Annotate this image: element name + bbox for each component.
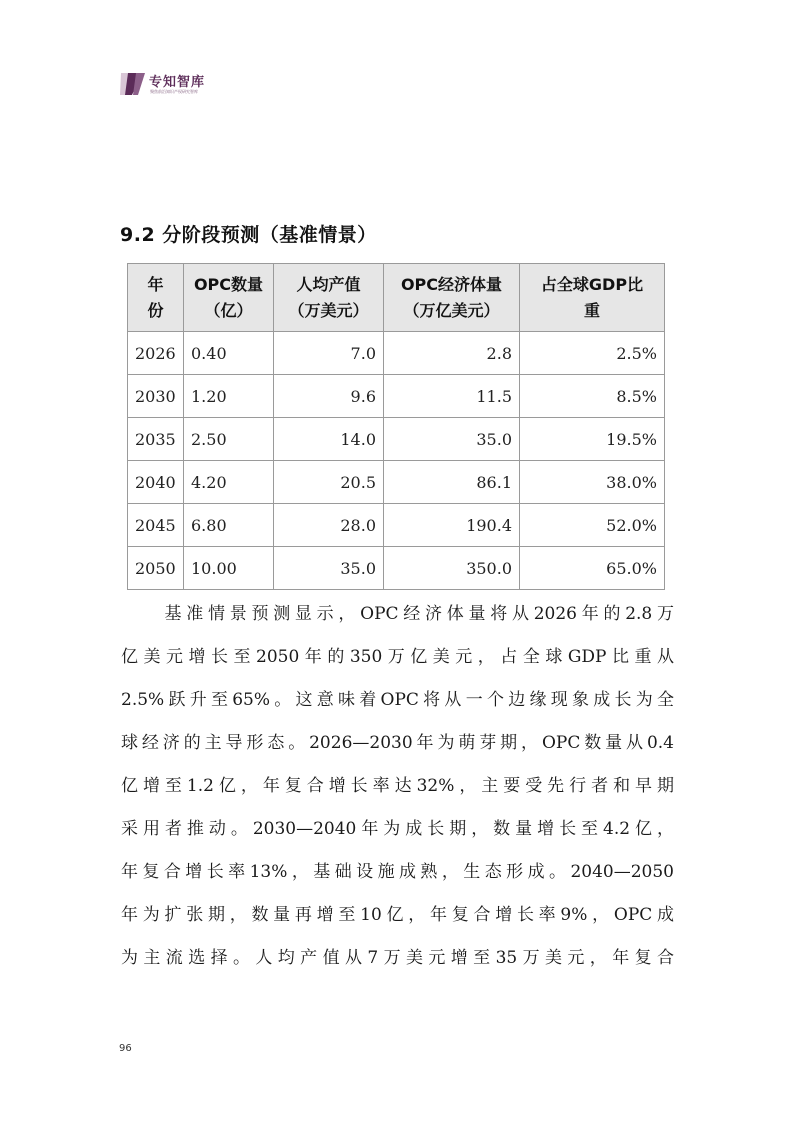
cell-per-capita: 35.0 (274, 547, 384, 590)
cell-gdp-share: 19.5% (520, 418, 665, 461)
cell-per-capita: 7.0 (274, 332, 384, 375)
table-row (128, 547, 665, 590)
section-title: 9.2 分阶段预测（基准情景） (120, 224, 377, 246)
paragraph-line: 年复合增长率13%，基础设施成熟，生态形成。2040—2050 (121, 862, 674, 882)
table-row (128, 332, 665, 375)
forecast-table (127, 263, 665, 590)
cell-per-capita: 20.5 (274, 461, 384, 504)
cell-economy: 2.8 (384, 332, 520, 375)
table-row (128, 375, 665, 418)
cell-opc-count: 6.80 (184, 504, 274, 547)
table-row (128, 504, 665, 547)
table-header-row (128, 264, 665, 332)
table-row (128, 418, 665, 461)
cell-gdp-share: 65.0% (520, 547, 665, 590)
paragraph-line: 亿美元增长至2050年的350万亿美元，占全球GDP比重从 (121, 647, 674, 667)
cell-economy: 35.0 (384, 418, 520, 461)
cell-gdp-share: 52.0% (520, 504, 665, 547)
cell-opc-count: 0.40 (184, 332, 274, 375)
column-header-opc-count: OPC数量 （亿） (184, 264, 274, 332)
column-header-year: 年 份 (128, 264, 184, 332)
cell-economy: 350.0 (384, 547, 520, 590)
cell-year: 2050 (128, 547, 184, 590)
cell-year: 2045 (128, 504, 184, 547)
zl-monogram-logo-icon (120, 72, 146, 96)
cell-year: 2030 (128, 375, 184, 418)
column-header-economy: OPC经济体量 （万亿美元） (384, 264, 520, 332)
table-row (128, 461, 665, 504)
body-paragraph (121, 593, 674, 980)
paragraph-line: 年为扩张期，数量再增至10亿，年复合增长率9%，OPC成 (121, 905, 674, 925)
cell-gdp-share: 38.0% (520, 461, 665, 504)
paragraph-line: 2.5%跃升至65%。这意味着OPC将从一个边缘现象成长为全 (121, 690, 674, 710)
paragraph-line: 球经济的主导形态。2026—2030年为萌芽期，OPC数量从0.4 (121, 733, 674, 753)
cell-economy: 190.4 (384, 504, 520, 547)
logo-tagline: 聚焦前沿知识产权研究智库 (150, 89, 198, 94)
cell-gdp-share: 2.5% (520, 332, 665, 375)
cell-per-capita: 14.0 (274, 418, 384, 461)
cell-year: 2040 (128, 461, 184, 504)
cell-economy: 11.5 (384, 375, 520, 418)
cell-gdp-share: 8.5% (520, 375, 665, 418)
column-header-per-capita: 人均产值 （万美元） (274, 264, 384, 332)
cell-per-capita: 9.6 (274, 375, 384, 418)
cell-per-capita: 28.0 (274, 504, 384, 547)
cell-opc-count: 2.50 (184, 418, 274, 461)
cell-economy: 86.1 (384, 461, 520, 504)
cell-year: 2035 (128, 418, 184, 461)
column-header-gdp-share: 占全球GDP比 重 (520, 264, 665, 332)
logo-name: 专知智库 (149, 75, 206, 90)
paragraph-line: 为主流选择。人均产值从7万美元增至35万美元，年复合 (121, 948, 674, 968)
paragraph-line: 亿增至1.2亿，年复合增长率达32%，主要受先行者和早期 (121, 776, 674, 796)
paragraph-line: 采用者推动。2030—2040年为成长期，数量增长至4.2亿， (121, 819, 674, 839)
page-number: 96 (119, 1043, 132, 1054)
cell-opc-count: 10.00 (184, 547, 274, 590)
cell-year: 2026 (128, 332, 184, 375)
cell-opc-count: 1.20 (184, 375, 274, 418)
cell-opc-count: 4.20 (184, 461, 274, 504)
brand-logo (120, 70, 250, 100)
paragraph-line: 基准情景预测显示，OPC经济体量将从2026年的2.8万 (121, 604, 674, 624)
